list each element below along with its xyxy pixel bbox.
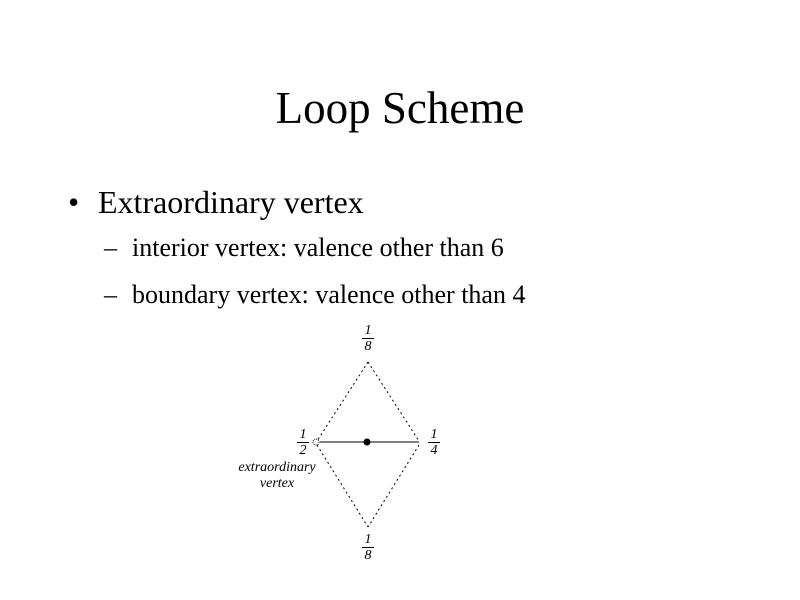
sub-item-text: boundary vertex: valence other than 4: [132, 280, 526, 309]
dash-marker: –: [104, 233, 117, 262]
edge-top-right: [368, 362, 419, 441]
weight-bottom: 1 8: [361, 532, 375, 563]
edge-bottom-right: [368, 445, 419, 527]
sub-item-text: interior vertex: valence other than 6: [132, 233, 504, 262]
edge-top-left: [317, 362, 368, 441]
dash-marker: –: [104, 280, 117, 309]
new-edge-point: [364, 439, 371, 446]
weight-top: 1 8: [361, 323, 375, 354]
weight-right: 1 4: [427, 427, 441, 458]
bullet-text: Extraordinary vertex: [98, 184, 364, 220]
bullet-marker: •: [68, 184, 80, 220]
weight-left: 1 2: [296, 427, 310, 458]
extraordinary-vertex-node: [313, 439, 319, 445]
extraordinary-vertex-label: extraordinary vertex: [238, 460, 316, 491]
page-title: Loop Scheme: [275, 83, 525, 133]
